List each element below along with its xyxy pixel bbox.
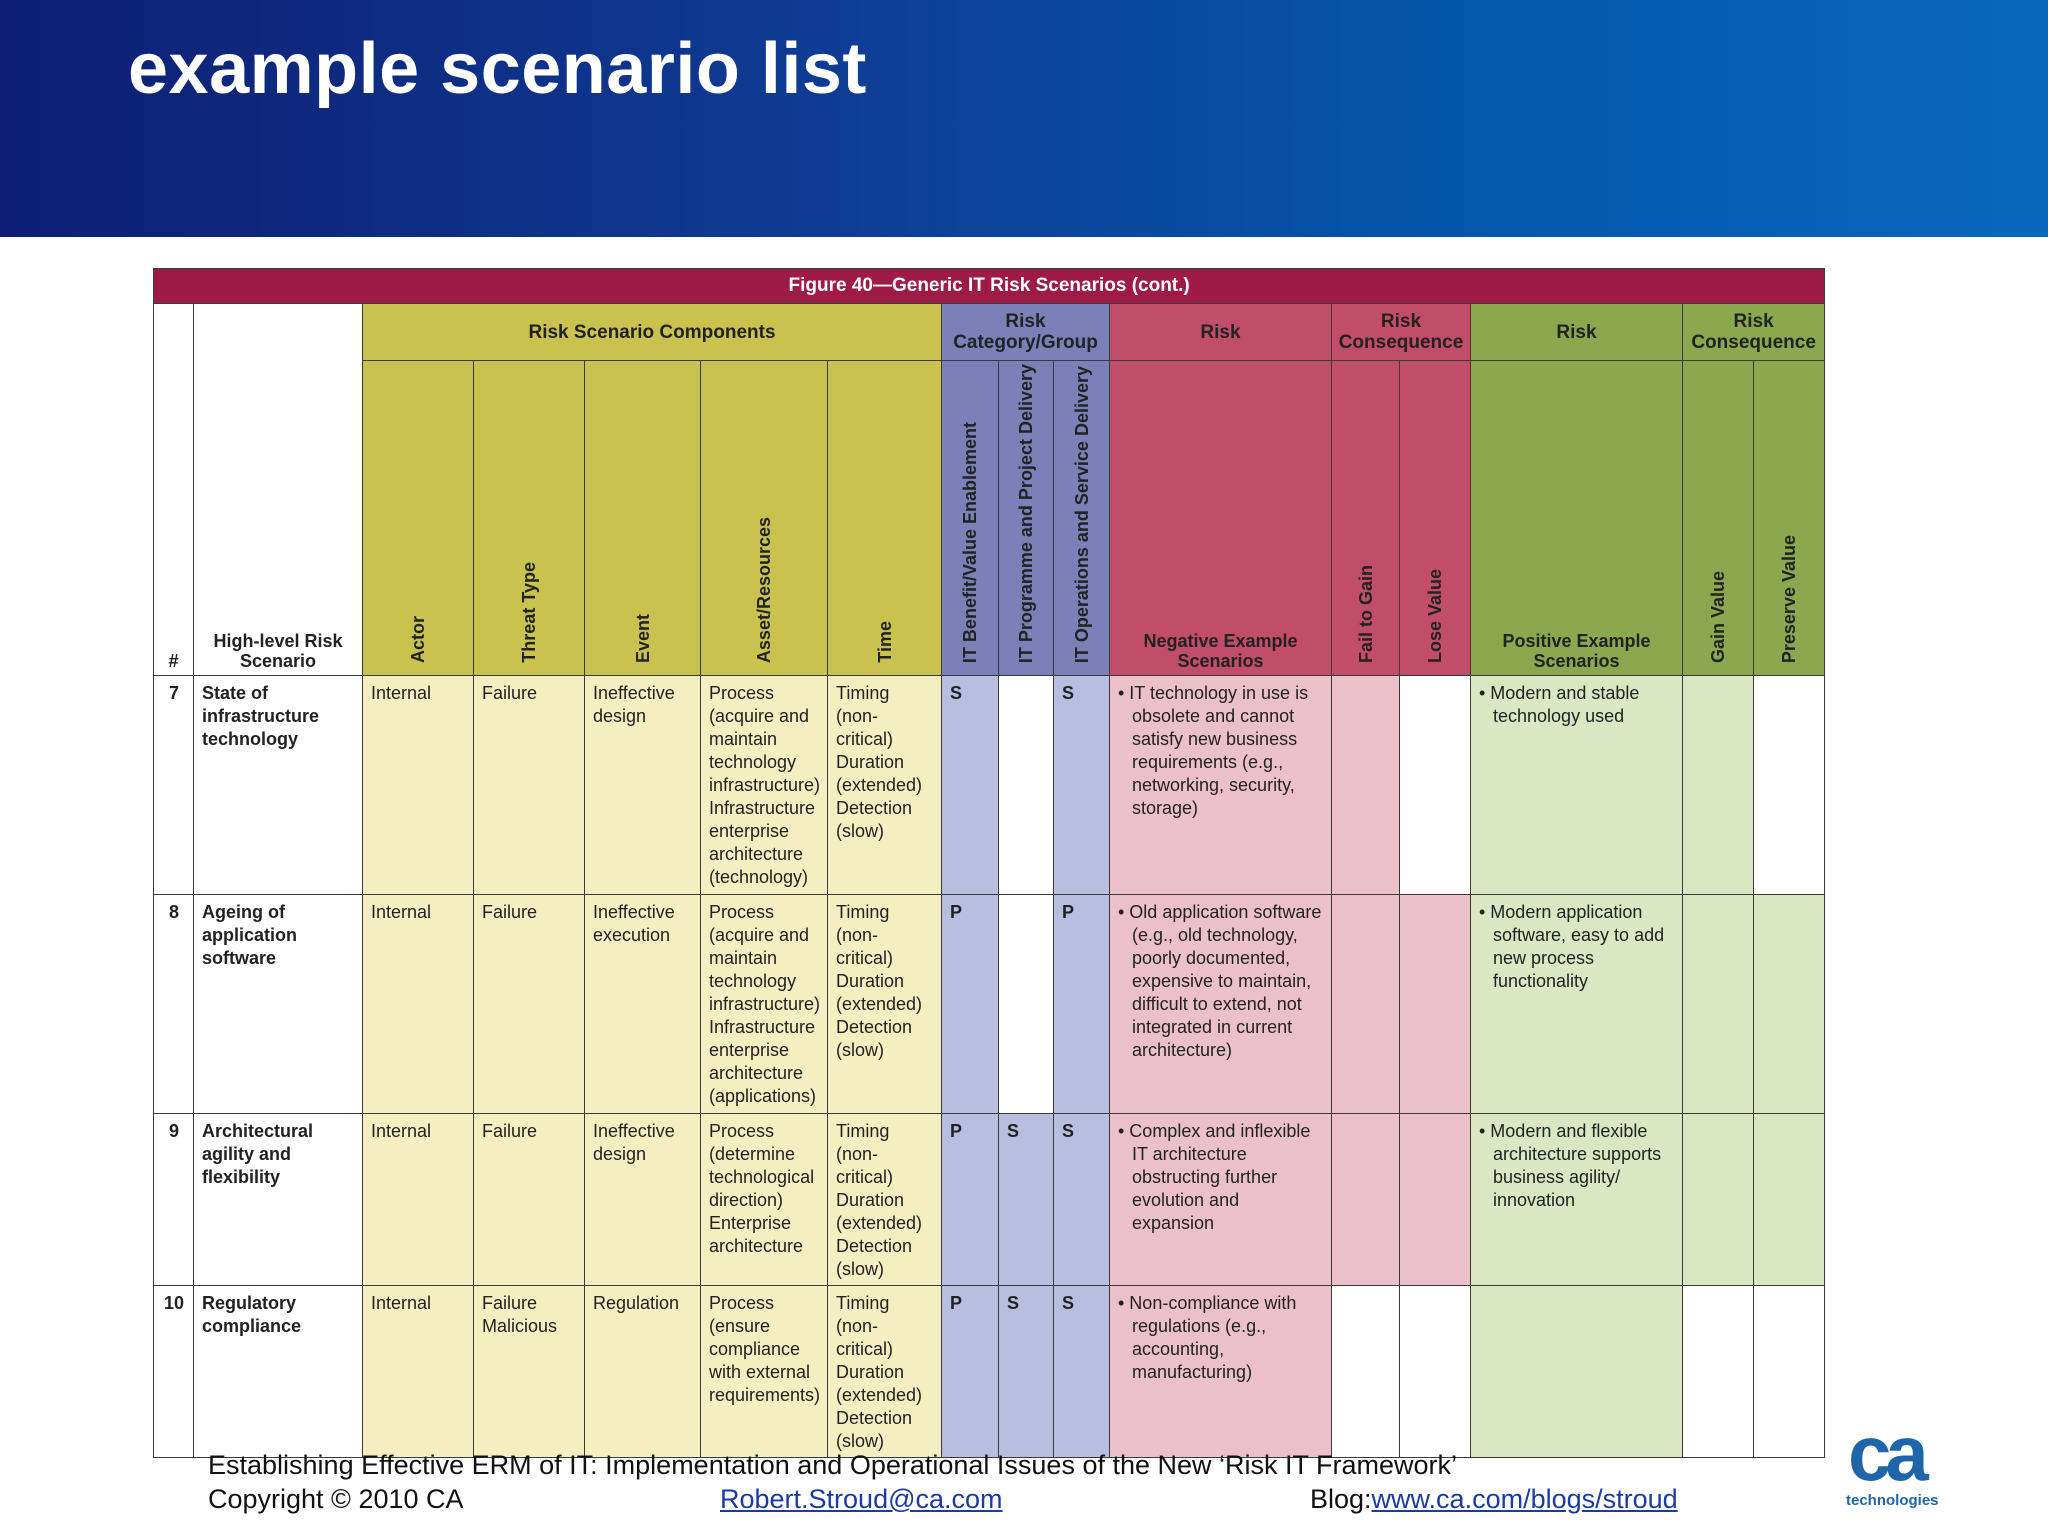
event-cell: Ineffective design xyxy=(585,1114,701,1286)
column-header-gain-value xyxy=(1683,361,1754,676)
column-header-scenario-label: High-level Risk Scenario xyxy=(213,631,343,671)
fail-to-gain-cell xyxy=(1332,1114,1400,1286)
column-header-scenario xyxy=(194,304,363,676)
gain-value-cell xyxy=(1683,1114,1754,1286)
footer-title: Establishing Effective ERM of IT: Implementation and Operational Issues of the New ‘Risk IT Framework’ xyxy=(208,1450,1458,1480)
negative-example-text: • IT technology in use is obsolete and cannot satisfy new business requirements (e.g., networking, security, storage) xyxy=(1118,683,1309,818)
column-header-threat-type-label: Threat Type xyxy=(519,562,539,663)
table-row xyxy=(154,1286,1825,1458)
asset-cell: Process (ensure compliance with external requirements) xyxy=(701,1286,828,1458)
group-header-category: Risk Category/Group xyxy=(942,304,1110,361)
group-header-consequence-negative: Risk Consequence xyxy=(1332,304,1471,361)
negative-example-cell xyxy=(1110,1114,1332,1286)
actor-cell: Internal xyxy=(363,1286,474,1458)
group-header-consequence-positive: Risk Consequence xyxy=(1683,304,1825,361)
negative-example-cell xyxy=(1110,895,1332,1114)
preserve-value-cell xyxy=(1754,676,1825,895)
fail-to-gain-cell xyxy=(1332,676,1400,895)
threat-type-cell: Failure xyxy=(474,676,585,895)
preserve-value-cell xyxy=(1754,895,1825,1114)
footer-copyright: Copyright © 2010 CA xyxy=(208,1484,464,1514)
asset-cell: Process (determine technological direction) Enterprise architecture xyxy=(701,1114,828,1286)
slide-footer xyxy=(208,1448,1728,1516)
risk-scenario-name: Regulatory compliance xyxy=(194,1286,363,1458)
benefit-enablement-mark: P xyxy=(942,1114,999,1286)
positive-example-text: • Modern and stable technology used xyxy=(1479,683,1640,726)
column-header-project-delivery xyxy=(999,361,1054,676)
lose-value-cell xyxy=(1400,1114,1471,1286)
project-delivery-mark: S xyxy=(999,1114,1054,1286)
group-header-risk-positive: Risk xyxy=(1471,304,1683,361)
row-number: 7 xyxy=(154,676,194,895)
column-header-number-label: # xyxy=(168,651,179,671)
column-header-asset-label: Asset/Resources xyxy=(754,516,774,663)
column-header-service-delivery-label: IT Operations and Service Delivery xyxy=(1071,365,1092,663)
column-header-service-delivery xyxy=(1054,361,1110,676)
slide-header xyxy=(0,0,2048,237)
column-header-fail-to-gain-label: Fail to Gain xyxy=(1355,564,1376,663)
footer-blog xyxy=(1310,1482,1678,1516)
column-header-actor xyxy=(363,361,474,676)
table-row xyxy=(154,676,1825,895)
column-header-lose-value-label: Lose Value xyxy=(1425,568,1445,663)
service-delivery-mark: S xyxy=(1054,676,1110,895)
row-number: 8 xyxy=(154,895,194,1114)
row-number: 9 xyxy=(154,1114,194,1286)
footer-blog-label: Blog: xyxy=(1310,1484,1372,1514)
risk-scenarios-table-container xyxy=(153,268,1825,1458)
positive-example-cell xyxy=(1471,895,1683,1114)
threat-type-cell: Failure Malicious xyxy=(474,1286,585,1458)
gain-value-cell xyxy=(1683,895,1754,1114)
risk-scenario-name: Architectural agility and flexibility xyxy=(194,1114,363,1286)
positive-example-cell xyxy=(1471,1114,1683,1286)
negative-example-text: • Old application software (e.g., old technology, poorly documented, expensive to maintain, difficult to extend, not integrated in current architecture) xyxy=(1118,902,1322,1060)
column-header-asset xyxy=(701,361,828,676)
column-header-project-delivery-label: IT Programme and Project Delivery xyxy=(1016,363,1036,663)
actor-cell: Internal xyxy=(363,676,474,895)
positive-example-text: • Modern and flexible architecture supports business agility/ innovation xyxy=(1479,1121,1662,1210)
ca-logo-tagline: technologies xyxy=(1846,1492,1939,1509)
asset-cell: Process (acquire and maintain technology infrastructure) Infrastructure enterprise architecture (technology) xyxy=(701,676,828,895)
actor-cell: Internal xyxy=(363,1114,474,1286)
table-row xyxy=(154,1114,1825,1286)
threat-type-cell: Failure xyxy=(474,895,585,1114)
event-cell: Ineffective design xyxy=(585,676,701,895)
benefit-enablement-mark: S xyxy=(942,676,999,895)
column-header-benefit-enablement xyxy=(942,361,999,676)
column-header-actor-label: Actor xyxy=(408,615,428,663)
column-header-time-label: Time xyxy=(874,621,895,663)
gain-value-cell xyxy=(1683,1286,1754,1458)
negative-example-text: • Non-compliance with regulations (e.g., accounting, manufacturing) xyxy=(1118,1293,1297,1382)
column-header-gain-value-label: Gain Value xyxy=(1708,570,1728,663)
group-header-risk-negative: Risk xyxy=(1110,304,1332,361)
column-header-number xyxy=(154,304,194,676)
positive-example-cell xyxy=(1471,1286,1683,1458)
actor-cell: Internal xyxy=(363,895,474,1114)
risk-scenario-name: State of infrastructure technology xyxy=(194,676,363,895)
benefit-enablement-mark: P xyxy=(942,895,999,1114)
time-cell: Timing (non-critical) Duration (extended) Detection (slow) xyxy=(828,1286,942,1458)
time-cell: Timing (non-critical) Duration (extended) Detection (slow) xyxy=(828,1114,942,1286)
figure-title: Figure 40—Generic IT Risk Scenarios (cont.) xyxy=(154,269,1825,304)
column-header-event xyxy=(585,361,701,676)
slide-title: example scenario list xyxy=(128,29,867,109)
column-header-negative-examples xyxy=(1110,361,1332,676)
preserve-value-cell xyxy=(1754,1114,1825,1286)
service-delivery-mark: P xyxy=(1054,895,1110,1114)
column-header-lose-value xyxy=(1400,361,1471,676)
footer-email-link[interactable]: Robert.Stroud@ca.com xyxy=(720,1484,1003,1514)
service-delivery-mark: S xyxy=(1054,1286,1110,1458)
project-delivery-mark: S xyxy=(999,1286,1054,1458)
fail-to-gain-cell xyxy=(1332,1286,1400,1458)
column-header-fail-to-gain xyxy=(1332,361,1400,676)
fail-to-gain-cell xyxy=(1332,895,1400,1114)
service-delivery-mark: S xyxy=(1054,1114,1110,1286)
negative-example-text: • Complex and inflexible IT architecture obstructing further evolution and expansion xyxy=(1118,1121,1311,1233)
column-header-preserve-value-label: Preserve Value xyxy=(1779,534,1800,663)
ca-logo-mark: ca xyxy=(1848,1409,1923,1497)
column-header-preserve-value xyxy=(1754,361,1825,676)
column-header-threat-type xyxy=(474,361,585,676)
lose-value-cell xyxy=(1400,895,1471,1114)
risk-scenarios-table xyxy=(153,268,1825,1458)
negative-example-cell xyxy=(1110,1286,1332,1458)
project-delivery-mark xyxy=(999,895,1054,1114)
column-header-benefit-enablement-label: IT Benefit/Value Enablement xyxy=(960,421,980,663)
ca-technologies-logo xyxy=(1838,1409,1948,1512)
column-header-negative-examples-label: Negative Example Scenarios xyxy=(1143,631,1298,671)
event-cell: Regulation xyxy=(585,1286,701,1458)
preserve-value-cell xyxy=(1754,1286,1825,1458)
positive-example-text: • Modern application software, easy to add new process functionality xyxy=(1479,902,1665,991)
table-row xyxy=(154,895,1825,1114)
risk-scenario-name: Ageing of application software xyxy=(194,895,363,1114)
time-cell: Timing (non-critical) Duration (extended) Detection (slow) xyxy=(828,676,942,895)
project-delivery-mark xyxy=(999,676,1054,895)
asset-cell: Process (acquire and maintain technology infrastructure) Infrastructure enterprise architecture (applications) xyxy=(701,895,828,1114)
negative-example-cell xyxy=(1110,676,1332,895)
lose-value-cell xyxy=(1400,1286,1471,1458)
column-header-positive-examples-label: Positive Example Scenarios xyxy=(1502,631,1651,671)
footer-contact-line xyxy=(208,1482,1728,1516)
time-cell: Timing (non-critical) Duration (extended) Detection (slow) xyxy=(828,895,942,1114)
column-header-time xyxy=(828,361,942,676)
lose-value-cell xyxy=(1400,676,1471,895)
gain-value-cell xyxy=(1683,676,1754,895)
event-cell: Ineffective execution xyxy=(585,895,701,1114)
column-header-event-label: Event xyxy=(632,613,653,663)
positive-example-cell xyxy=(1471,676,1683,895)
group-header-components: Risk Scenario Components xyxy=(363,304,942,361)
row-number: 10 xyxy=(154,1286,194,1458)
threat-type-cell: Failure xyxy=(474,1114,585,1286)
footer-blog-link[interactable]: www.ca.com/blogs/stroud xyxy=(1371,1484,1678,1514)
benefit-enablement-mark: P xyxy=(942,1286,999,1458)
column-header-positive-examples xyxy=(1471,361,1683,676)
